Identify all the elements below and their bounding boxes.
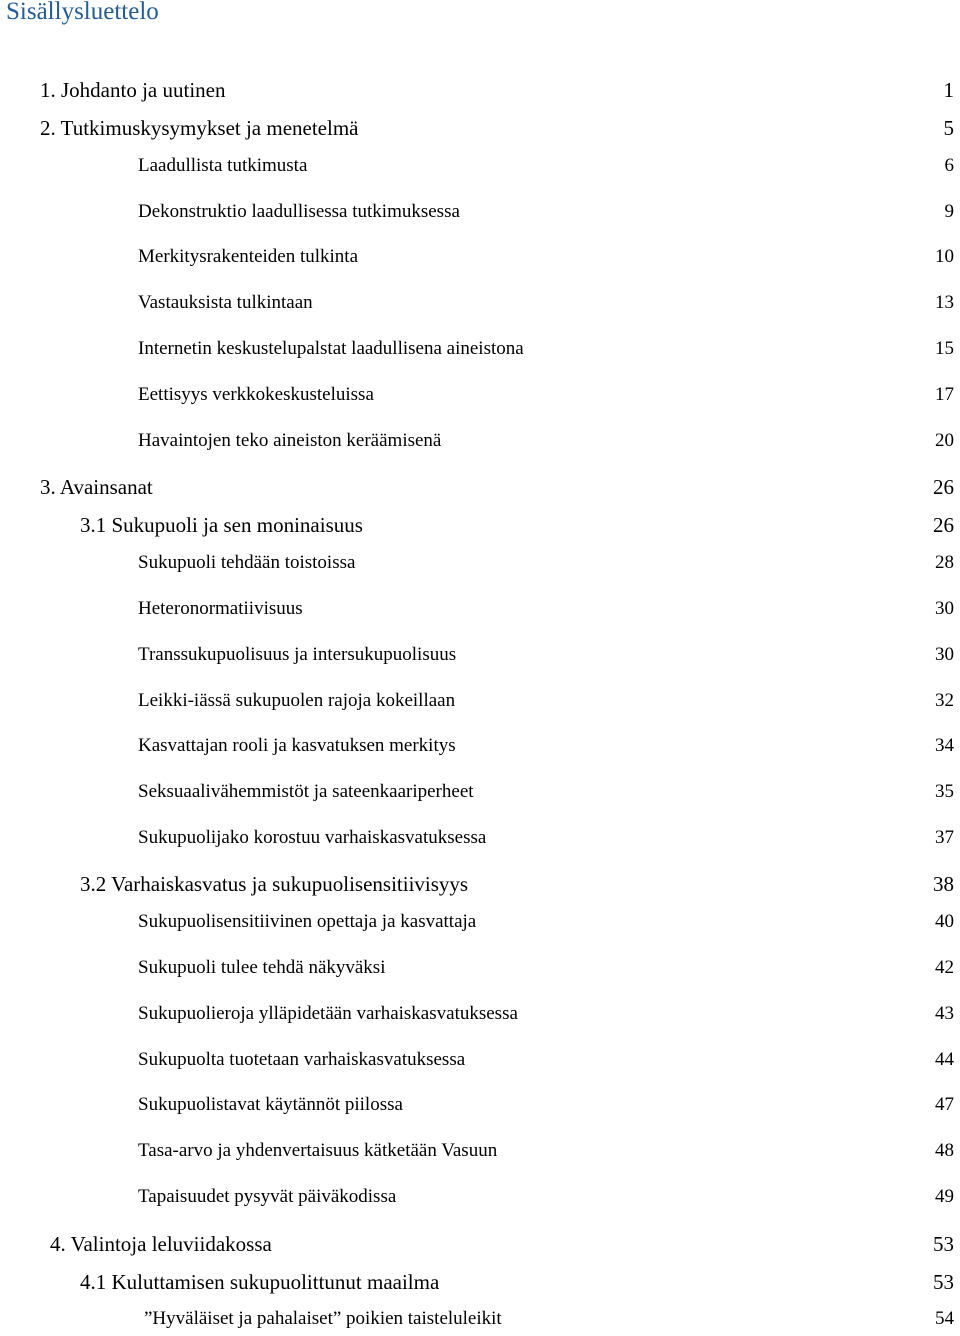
toc-entry-page: 48 bbox=[935, 1140, 954, 1161]
toc-entry-page: 47 bbox=[935, 1094, 954, 1115]
toc-entry-label: Havaintojen teko aineiston keräämisenä bbox=[138, 430, 442, 451]
toc-entry-page: 43 bbox=[935, 1003, 954, 1024]
toc-entry-label: Sukupuolistavat käytännöt piilossa bbox=[138, 1094, 403, 1115]
toc-entry-label: Seksuaalivähemmistöt ja sateenkaariperheet bbox=[138, 781, 474, 802]
toc-entry-page: 20 bbox=[935, 430, 954, 451]
toc-entry-label: Sukupuolieroja ylläpidetään varhaiskasvatuksessa bbox=[138, 1003, 518, 1024]
toc-entry-page: 5 bbox=[943, 116, 954, 140]
toc-entry-page: 38 bbox=[933, 872, 954, 896]
toc-entry-label: Eettisyys verkkokeskusteluissa bbox=[138, 384, 374, 405]
toc-entry-label: Internetin keskustelupalstat laadullisena aineistona bbox=[138, 338, 524, 359]
toc-entry-label: 3.1 Sukupuoli ja sen moninaisuus bbox=[80, 513, 363, 537]
toc-entry-page: 42 bbox=[935, 957, 954, 978]
toc-entry-label: Transsukupuolisuus ja intersukupuolisuus bbox=[138, 644, 457, 665]
toc-entry-page: 49 bbox=[935, 1186, 954, 1207]
toc-entry-label: 3.2 Varhaiskasvatus ja sukupuolisensitiivisyys bbox=[80, 872, 469, 896]
toc-entry-page: 44 bbox=[935, 1049, 954, 1070]
toc-entry-page: 53 bbox=[933, 1270, 954, 1294]
toc-entry-page: 17 bbox=[935, 384, 954, 405]
toc-entry-label: Sukupuoli tehdään toistoissa bbox=[138, 552, 356, 573]
toc-entry-label: Merkitysrakenteiden tulkinta bbox=[138, 246, 359, 267]
toc-entry-label: Tasa-arvo ja yhdenvertaisuus kätketään Vasuun bbox=[138, 1140, 498, 1161]
toc-entry-label: Kasvattajan rooli ja kasvatuksen merkitys bbox=[138, 735, 456, 756]
toc-entry-page: 26 bbox=[933, 513, 954, 537]
toc-entry-page: 32 bbox=[935, 690, 954, 711]
toc-entry-label: Vastauksista tulkintaan bbox=[138, 292, 313, 313]
toc-entry-page: 6 bbox=[944, 155, 954, 176]
toc-entry-page: 37 bbox=[935, 827, 954, 848]
toc-entry-page: 34 bbox=[935, 735, 954, 756]
toc-entry-page: 30 bbox=[935, 598, 954, 619]
toc-entry-label: Sukupuolisensitiivinen opettaja ja kasvattaja bbox=[138, 911, 477, 932]
toc-entry-page: 15 bbox=[935, 338, 954, 359]
toc-entry-label: 4.1 Kuluttamisen sukupuolittunut maailma bbox=[80, 1270, 440, 1294]
toc-entry-label: ”Hyväläiset ja pahalaiset” poikien taisteluleikit bbox=[144, 1308, 502, 1329]
toc-entry-page: 28 bbox=[935, 552, 954, 573]
toc-entry-label: Sukupuoli tulee tehdä näkyväksi bbox=[138, 957, 386, 978]
toc-heading: Sisällysluettelo bbox=[6, 0, 159, 25]
toc-entry-label: Leikki-iässä sukupuolen rajoja kokeillaan bbox=[138, 690, 456, 711]
toc-entry-page: 54 bbox=[935, 1308, 954, 1329]
toc-entry-label: Sukupuolta tuotetaan varhaiskasvatuksessa bbox=[138, 1049, 466, 1070]
toc-entry-page: 26 bbox=[933, 475, 954, 499]
toc-entry-label: Dekonstruktio laadullisessa tutkimuksessa bbox=[138, 201, 460, 222]
toc-entry-label: Sukupuolijako korostuu varhaiskasvatuksessa bbox=[138, 827, 487, 848]
toc-entry-label: 1. Johdanto ja uutinen bbox=[40, 78, 226, 102]
toc-entry-page: 40 bbox=[935, 911, 954, 932]
toc-entry-page: 10 bbox=[935, 246, 954, 267]
toc-entry-label: Tapaisuudet pysyvät päiväkodissa bbox=[138, 1186, 397, 1207]
toc-entry-label: Heteronormatiivisuus bbox=[138, 598, 303, 619]
toc-entry-page: 9 bbox=[944, 201, 954, 222]
toc-entry-label: Laadullista tutkimusta bbox=[138, 155, 308, 176]
toc-entry-page: 13 bbox=[935, 292, 954, 313]
toc-entry-page: 35 bbox=[935, 781, 954, 802]
toc-entry-page: 53 bbox=[933, 1232, 954, 1256]
toc-entry-page: 30 bbox=[935, 644, 954, 665]
toc-entry-label: 3. Avainsanat bbox=[40, 475, 153, 499]
toc-entry-page: 1 bbox=[943, 78, 954, 102]
toc-entry-label: 4. Valintoja leluviidakossa bbox=[50, 1232, 272, 1256]
toc-entry-label: 2. Tutkimuskysymykset ja menetelmä bbox=[40, 116, 359, 140]
